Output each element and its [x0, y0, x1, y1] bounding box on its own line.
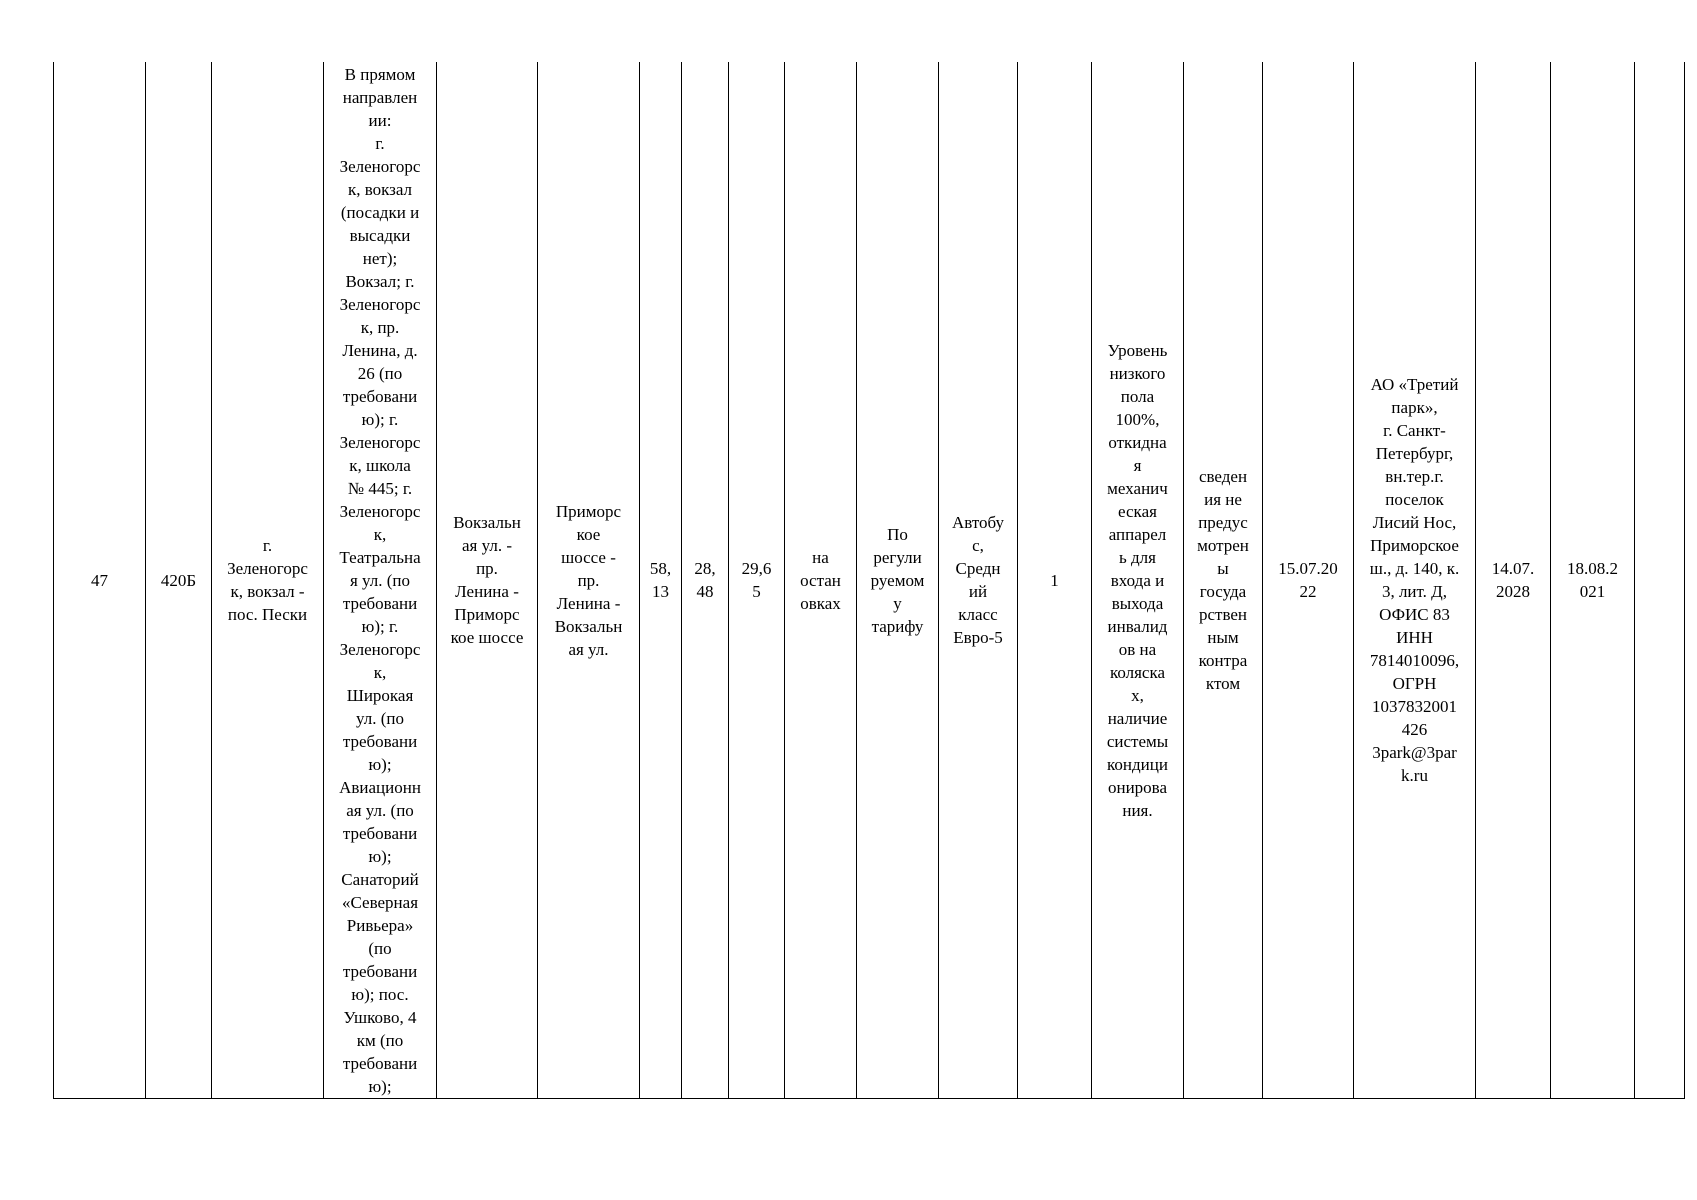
- length-total-cell: 29,6 5: [729, 62, 785, 1099]
- start-date-cell: 15.07.20 22: [1263, 62, 1354, 1099]
- route-registry-table: [53, 62, 1685, 1099]
- contract-cell: сведен ия не предус мотрен ы госуда рствен ным контра ктом: [1184, 62, 1263, 1099]
- length-reverse-cell: 28, 48: [682, 62, 729, 1099]
- stops-cell: В прямом направлен ии: г. Зеленогорс к, вокзал (посадки и высадки нет); Вокзал; г. Зеленогорс к, пр. Ленина, д. 26 (по требовани ю); г. Зеленогорс к, школа № 445; г. Зеленогорс к, Театральна я ул. (по требовани ю); г. Зеленогорс к, Широкая ул. (по требовани ю); Авиационн ая ул. (по требовани ю); Санаторий «Северная Ривьера» (по требовани ю); пос. Ушково, 4 км (по требовани ю);: [324, 62, 437, 1099]
- vehicle-count-cell: 1: [1018, 62, 1092, 1099]
- registry-date-cell: 18.08.2 021: [1551, 62, 1635, 1099]
- features-cell: Уровень низкого пола 100%, откидна я механич еская аппарел ь для входа и выхода инвалид ов на коляска х, наличие системы кондици онирова ния.: [1092, 62, 1184, 1099]
- length-forward-cell: 58, 13: [640, 62, 682, 1099]
- streets-forward-cell: Вокзальн ая ул. - пр. Ленина - Приморс кое шоссе: [437, 62, 538, 1099]
- carrier-cell: АО «Третий парк», г. Санкт- Петербург, вн.тер.г. поселок Лисий Нос, Приморское ш., д. 140, к. 3, лит. Д, ОФИС 83 ИНН 7814010096, ОГРН 1037832001 426 3park@3par k.ru: [1354, 62, 1476, 1099]
- vehicle-cell: Автобу с, Средн ий класс Евро-5: [939, 62, 1018, 1099]
- tariff-cell: По регули руемом у тарифу: [857, 62, 939, 1099]
- route-name-cell: г. Зеленогорс к, вокзал - пос. Пески: [212, 62, 324, 1099]
- contract-end-cell: 14.07. 2028: [1476, 62, 1551, 1099]
- table-row: [54, 62, 1685, 1099]
- route-number-cell: 420Б: [146, 62, 212, 1099]
- extra-cell: [1635, 62, 1685, 1099]
- row-number-cell: 47: [54, 62, 146, 1099]
- streets-reverse-cell: Приморс кое шоссе - пр. Ленина - Вокзальн ая ул.: [538, 62, 640, 1099]
- boarding-order-cell: на остан овках: [785, 62, 857, 1099]
